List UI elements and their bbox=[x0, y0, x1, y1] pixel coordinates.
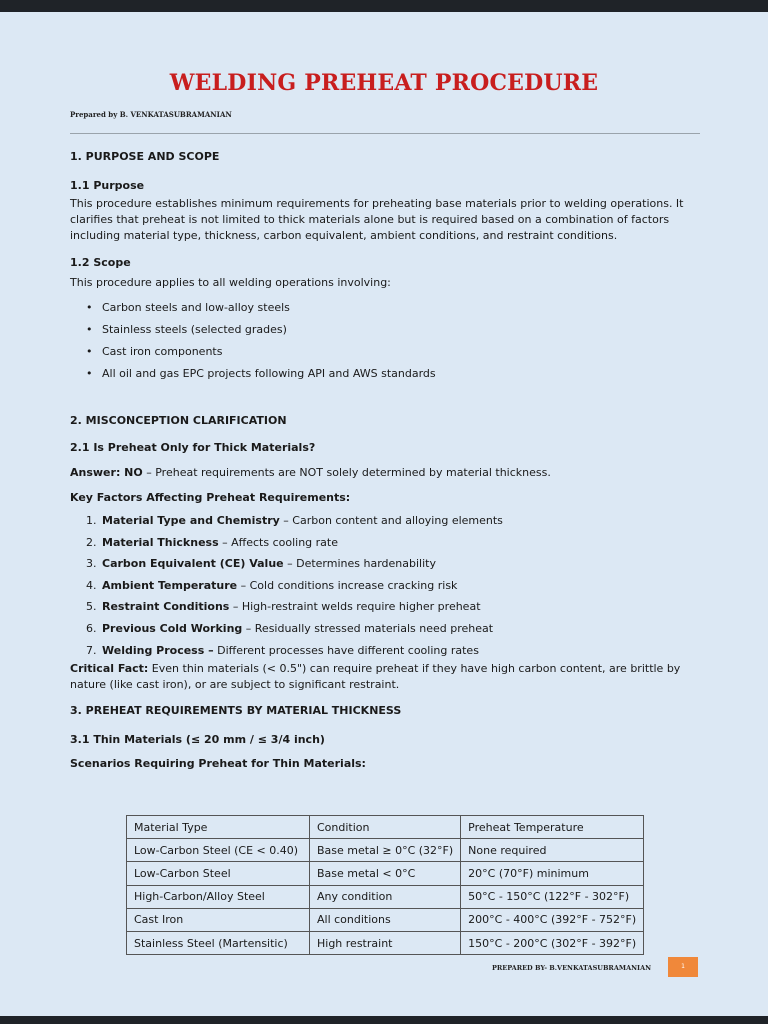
table-cell: 200°C - 400°C (392°F - 752°F) bbox=[461, 908, 644, 931]
table-row bbox=[127, 931, 644, 954]
thin-scenarios-heading: Scenarios Requiring Preheat for Thin Materials: bbox=[70, 757, 366, 771]
table-header-cell: Preheat Temperature bbox=[461, 816, 644, 839]
table-header-cell: Material Type bbox=[127, 816, 310, 839]
answer-text: – Preheat requirements are NOT solely determined by material thickness. bbox=[142, 466, 551, 479]
section-1-heading: 1. PURPOSE AND SCOPE bbox=[70, 150, 220, 163]
section-2-heading: 2. MISCONCEPTION CLARIFICATION bbox=[70, 414, 287, 427]
purpose-text: This procedure establishes minimum requirements for preheating base materials prior to welding operations. It clarifies that preheat is not limited to thick materials alone but is required based on a combination of factors including material type, thickness, carbon equivalent, ambient conditions, and restraint conditions. bbox=[70, 197, 684, 242]
table-cell: Any condition bbox=[310, 885, 461, 908]
table-header-row bbox=[127, 816, 644, 839]
scope-intro: This procedure applies to all welding operations involving: bbox=[70, 276, 391, 289]
table-cell: Base metal ≥ 0°C (32°F) bbox=[310, 839, 461, 862]
thin-materials-heading: 3.1 Thin Materials (≤ 20 mm / ≤ 3/4 inch) bbox=[70, 733, 325, 747]
prepared-by-header: Prepared by B. VENKATASUBRAMANIAN bbox=[70, 110, 232, 119]
page-number-badge: 1 bbox=[668, 957, 698, 977]
critical-fact-text: Even thin materials (< 0.5") can require preheat if they have high carbon content, are brittle by nature (like cast iron), or are subject to significant restraint. bbox=[70, 662, 681, 692]
document-title: WELDING PREHEAT PROCEDURE bbox=[169, 70, 599, 96]
table-cell: All conditions bbox=[310, 908, 461, 931]
table-cell: Base metal < 0°C bbox=[310, 862, 461, 885]
list-item: 2. Material Thickness – Affects cooling rate bbox=[86, 535, 339, 549]
key-factors-heading: Key Factors Affecting Preheat Requirements: bbox=[70, 491, 351, 504]
list-item: 5. Restraint Conditions – High-restraint welds require higher preheat bbox=[86, 600, 481, 614]
table-header-cell: Condition bbox=[310, 816, 461, 839]
list-item: 4. Ambient Temperature – Cold conditions increase cracking risk bbox=[86, 578, 458, 592]
prepared-by-footer: PREPARED BY- B.VENKATASUBRAMANIAN bbox=[492, 964, 652, 972]
list-item: 3. Carbon Equivalent (CE) Value – Determines hardenability bbox=[86, 557, 436, 571]
viewer-bottom-bar bbox=[0, 1016, 768, 1024]
table-cell: Cast Iron bbox=[127, 908, 310, 931]
section-3-heading: 3. PREHEAT REQUIREMENTS BY MATERIAL THICKNESS bbox=[70, 704, 402, 718]
table-cell: High-Carbon/Alloy Steel bbox=[127, 885, 310, 908]
list-item: 6. Previous Cold Working – Residually stressed materials need preheat bbox=[86, 621, 494, 635]
table-row bbox=[127, 839, 644, 862]
thick-materials-question: 2.1 Is Preheat Only for Thick Materials? bbox=[70, 441, 316, 454]
key-factors-list bbox=[70, 510, 700, 661]
table-row bbox=[127, 862, 644, 885]
viewer-top-bar bbox=[0, 0, 768, 12]
table-cell: None required bbox=[461, 839, 644, 862]
critical-fact-label: Critical Fact: bbox=[70, 662, 149, 676]
header-divider bbox=[70, 133, 700, 134]
critical-fact bbox=[70, 661, 700, 693]
list-item: • Carbon steels and low-alloy steels bbox=[86, 301, 290, 314]
list-item: • Cast iron components bbox=[86, 345, 223, 358]
table-row bbox=[127, 885, 644, 908]
table-cell: Low-Carbon Steel (CE < 0.40) bbox=[127, 839, 310, 862]
scope-heading: 1.2 Scope bbox=[70, 256, 131, 269]
preheat-requirements-table bbox=[126, 815, 644, 955]
table-cell: High restraint bbox=[310, 931, 461, 954]
document-body bbox=[70, 149, 700, 772]
table-cell: 50°C - 150°C (122°F - 302°F) bbox=[461, 885, 644, 908]
table-row bbox=[127, 908, 644, 931]
list-item: • Stainless steels (selected grades) bbox=[86, 323, 287, 336]
table-cell: 20°C (70°F) minimum bbox=[461, 862, 644, 885]
table-cell: 150°C - 200°C (302°F - 392°F) bbox=[461, 931, 644, 954]
list-item: • All oil and gas EPC projects following API and AWS standards bbox=[86, 367, 436, 380]
answer-label: Answer: NO bbox=[70, 466, 143, 479]
purpose-heading: 1.1 Purpose bbox=[70, 179, 145, 192]
list-item: 7. Welding Process – Different processes have different cooling rates bbox=[86, 643, 479, 657]
scope-list bbox=[70, 297, 700, 385]
answer-line bbox=[70, 465, 700, 481]
table-cell: Low-Carbon Steel bbox=[127, 862, 310, 885]
table-cell: Stainless Steel (Martensitic) bbox=[127, 931, 310, 954]
list-item: 1. Material Type and Chemistry – Carbon content and alloying elements bbox=[86, 514, 503, 527]
